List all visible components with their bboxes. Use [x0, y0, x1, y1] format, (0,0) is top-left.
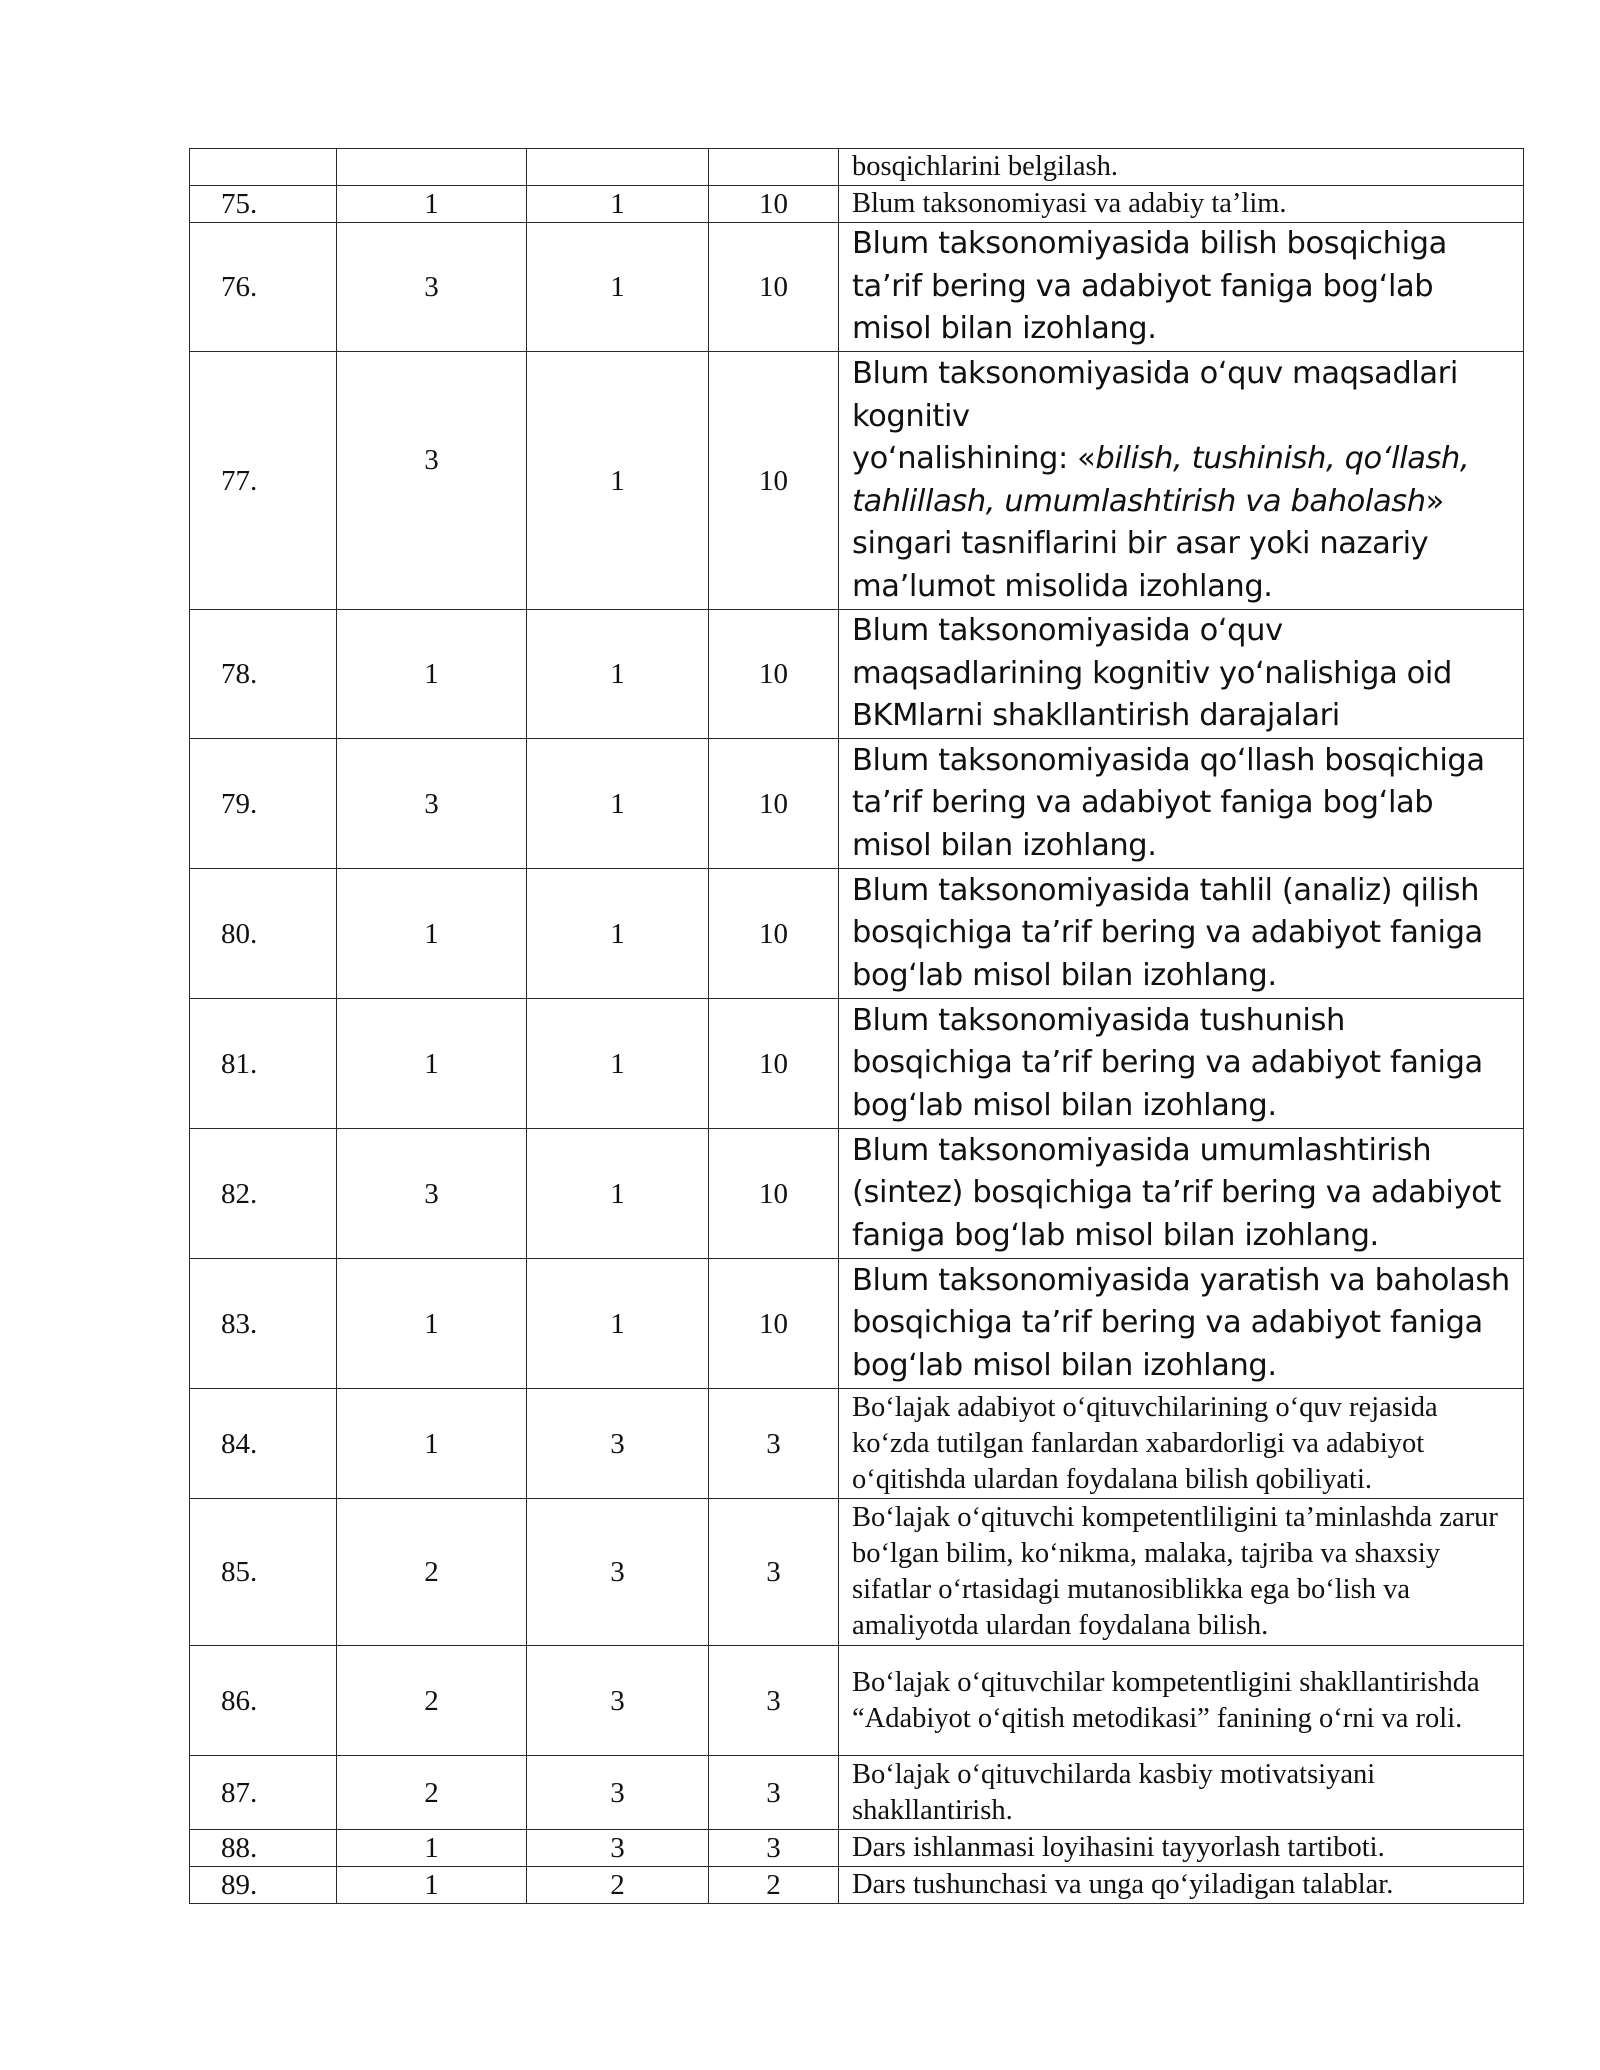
cell-question-text: Blum taksonomiyasida bilish bosqichiga ta’rif bering va adabiyot faniga bog‘lab misol bilan izohlang. [839, 223, 1524, 352]
cell-question-text: Dars ishlanmasi loyihasini tayyorlash tartiboti. [839, 1830, 1524, 1867]
cell-col-c: 10 [709, 739, 839, 869]
cell-question-text: Bo‘lajak adabiyot o‘qituvchilarining o‘quv rejasida ko‘zda tutilgan fanlardan xabardorligi va adabiyot o‘qitishda ulardan foydalana bilish qobiliyati. [839, 1389, 1524, 1499]
cell-col-c: 10 [709, 186, 839, 223]
cell-col-c: 3 [709, 1756, 839, 1830]
table-row [190, 1830, 1524, 1867]
table-row [190, 1756, 1524, 1830]
cell-question-text: Blum taksonomiyasida tahlil (analiz) qilish bosqichiga ta’rif bering va adabiyot faniga bog‘lab misol bilan izohlang. [839, 869, 1524, 999]
cell-num: 80. [190, 869, 337, 999]
cell-col-c: 3 [709, 1830, 839, 1867]
cell-col-b: 1 [527, 999, 709, 1129]
cell-col-c: 10 [709, 1259, 839, 1389]
cell-col-b: 3 [527, 1389, 709, 1499]
cell-col-b: 1 [527, 1129, 709, 1259]
cell-num: 79. [190, 739, 337, 869]
cell-col-a: 1 [337, 869, 527, 999]
cell-col-b: 1 [527, 1259, 709, 1389]
question-text-line: singari tasniflarini bir asar yoki nazariy ma’lumot misolida izohlang. [852, 526, 1429, 604]
cell-col-c: 2 [709, 1867, 839, 1904]
cell-col-a: 2 [337, 1499, 527, 1646]
cell-num: 89. [190, 1867, 337, 1904]
cell-question-text [839, 352, 1524, 610]
cell-col-a: 1 [337, 999, 527, 1129]
table-row [190, 1646, 1524, 1756]
cell-col-a: 1 [337, 1259, 527, 1389]
cell-num: 76. [190, 223, 337, 352]
cell-col-b [527, 149, 709, 186]
cell-num [190, 149, 337, 186]
table-row [190, 1259, 1524, 1389]
cell-col-b: 1 [527, 352, 709, 610]
cell-question-text: Bo‘lajak o‘qituvchi kompetentliligini ta’minlashda zarur bo‘lgan bilim, ko‘nikma, malaka, tajriba va shaxsiy sifatlar o‘rtasidagi mutanosiblikka ega bo‘lish va amaliyotda ulardan foydalana bilish. [839, 1499, 1524, 1646]
cell-col-a: 1 [337, 1830, 527, 1867]
cell-num: 78. [190, 610, 337, 739]
cell-question-text: Bo‘lajak o‘qituvchilar kompetentligini shakllantirishda “Adabiyot o‘qitish metodikasi” fanining o‘rni va roli. [839, 1646, 1524, 1756]
question-text-prefix: yo‘nalishining: « [852, 441, 1096, 476]
cell-num: 83. [190, 1259, 337, 1389]
question-text-suffix: » [1425, 483, 1444, 519]
cell-question-text: bosqichlarini belgilash. [839, 149, 1524, 186]
question-text-italic: bilish, tushinish, qo‘llash, tahlillash, umumlashtirish va baholash [852, 441, 1470, 519]
cell-num: 81. [190, 999, 337, 1129]
cell-col-b: 3 [527, 1756, 709, 1830]
cell-col-c: 10 [709, 1129, 839, 1259]
cell-question-text: Blum taksonomiyasida tushunish bosqichiga ta’rif bering va adabiyot faniga bog‘lab misol bilan izohlang. [839, 999, 1524, 1129]
cell-num: 86. [190, 1646, 337, 1756]
cell-col-b: 3 [527, 1499, 709, 1646]
cell-col-b: 3 [527, 1830, 709, 1867]
table-row [190, 1129, 1524, 1259]
cell-question-text: Bo‘lajak o‘qituvchilarda kasbiy motivatsiyani shakllantirish. [839, 1756, 1524, 1830]
cell-col-a: 2 [337, 1756, 527, 1830]
table-row-continuation [190, 149, 1524, 186]
cell-question-text: Blum taksonomiyasida qo‘llash bosqichiga ta’rif bering va adabiyot faniga bog‘lab misol bilan izohlang. [839, 739, 1524, 869]
cell-num: 75. [190, 186, 337, 223]
cell-col-a: 3 [337, 352, 527, 610]
cell-col-a: 3 [337, 223, 527, 352]
cell-col-b: 2 [527, 1867, 709, 1904]
cell-col-b: 1 [527, 739, 709, 869]
cell-col-c: 10 [709, 999, 839, 1129]
cell-col-c: 3 [709, 1389, 839, 1499]
cell-num: 77. [190, 352, 337, 610]
cell-col-b: 3 [527, 1646, 709, 1756]
cell-col-c: 10 [709, 223, 839, 352]
cell-col-a: 2 [337, 1646, 527, 1756]
cell-col-c: 10 [709, 352, 839, 610]
cell-col-a: 3 [337, 739, 527, 869]
cell-question-text: Blum taksonomiyasi va adabiy ta’lim. [839, 186, 1524, 223]
cell-col-a: 1 [337, 610, 527, 739]
cell-col-c [709, 149, 839, 186]
cell-col-b: 1 [527, 869, 709, 999]
cell-col-a [337, 149, 527, 186]
cell-col-c: 10 [709, 610, 839, 739]
table-row [190, 1389, 1524, 1499]
table-row [190, 869, 1524, 999]
questions-table [189, 148, 1524, 1904]
cell-question-text: Blum taksonomiyasida umumlashtirish (sintez) bosqichiga ta’rif bering va adabiyot faniga bog‘lab misol bilan izohlang. [839, 1129, 1524, 1259]
cell-col-b: 1 [527, 186, 709, 223]
cell-num: 82. [190, 1129, 337, 1259]
cell-num: 84. [190, 1389, 337, 1499]
cell-col-a: 1 [337, 1389, 527, 1499]
table-row [190, 352, 1524, 610]
table-row [190, 999, 1524, 1129]
cell-col-b: 1 [527, 223, 709, 352]
cell-col-a: 3 [337, 1129, 527, 1259]
cell-num: 87. [190, 1756, 337, 1830]
table-row [190, 186, 1524, 223]
cell-num: 85. [190, 1499, 337, 1646]
cell-num: 88. [190, 1830, 337, 1867]
cell-question-text: Dars tushunchasi va unga qo‘yiladigan talablar. [839, 1867, 1524, 1904]
cell-col-a: 1 [337, 1867, 527, 1904]
table-row [190, 610, 1524, 739]
cell-question-text: Blum taksonomiyasida yaratish va baholash bosqichiga ta’rif bering va adabiyot faniga bog‘lab misol bilan izohlang. [839, 1259, 1524, 1389]
table-row [190, 223, 1524, 352]
cell-col-c: 3 [709, 1499, 839, 1646]
question-text-line: Blum taksonomiyasida o‘quv maqsadlari kognitiv [852, 356, 1458, 434]
cell-question-text: Blum taksonomiyasida o‘quv maqsadlarining kognitiv yo‘nalishiga oid BKMlarni shakllantirish darajalari [839, 610, 1524, 739]
cell-col-c: 10 [709, 869, 839, 999]
table-row [190, 739, 1524, 869]
table-row [190, 1499, 1524, 1646]
cell-col-a: 1 [337, 186, 527, 223]
cell-col-b: 1 [527, 610, 709, 739]
table-row [190, 1867, 1524, 1904]
cell-col-c: 3 [709, 1646, 839, 1756]
